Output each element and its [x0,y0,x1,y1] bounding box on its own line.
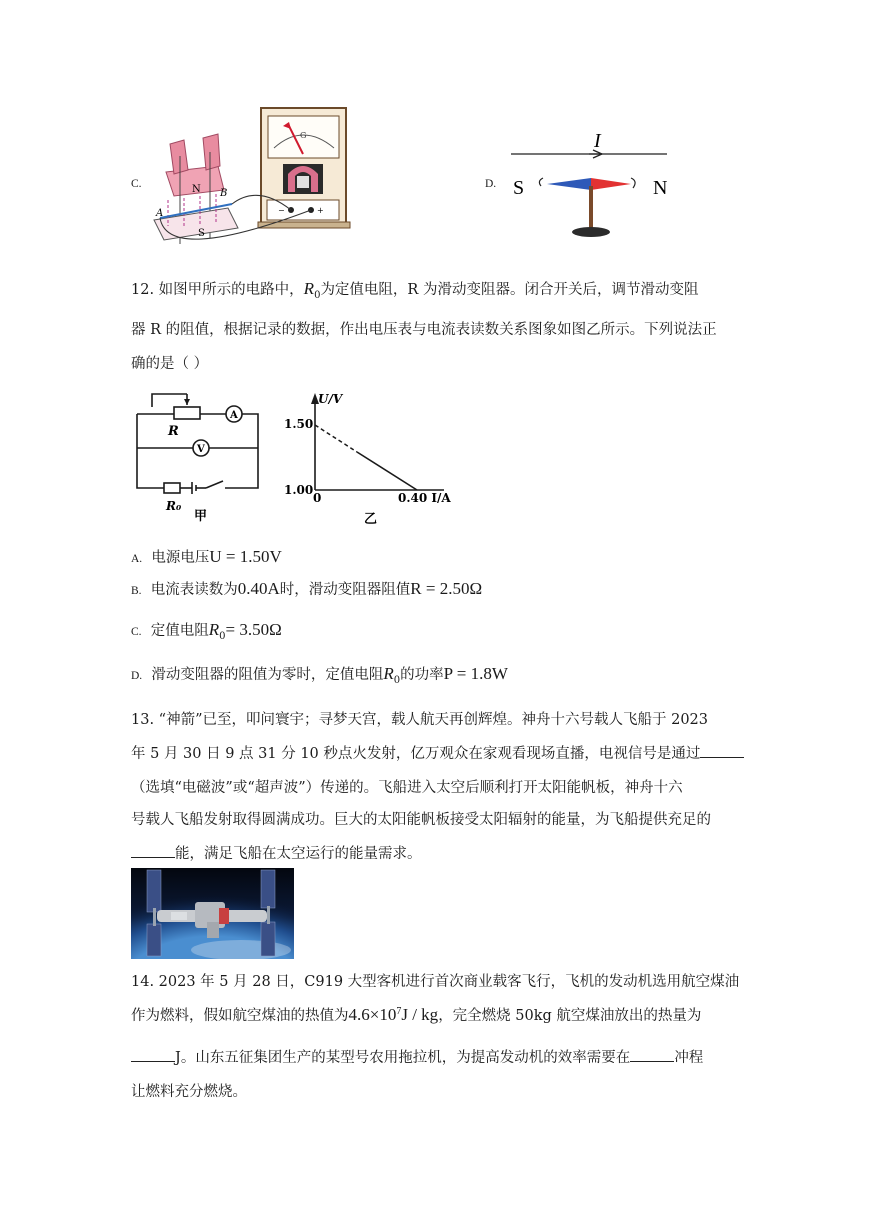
q12-option-a: A. 电源电压U = 1.50V [131,547,282,566]
option-d-label: D. [485,178,497,190]
q14-blank-2[interactable] [630,1047,674,1062]
graph-ylabel: U/V [318,392,343,406]
svg-text:−: − [278,206,285,215]
graph-xlabel: 0.40 I/A [398,491,451,505]
needle-s [547,178,591,190]
rotate-arrow-icon [539,178,543,186]
induction-figure [148,104,358,260]
svg-text:+: + [317,206,324,215]
q13-line4: 号载人飞船发射取得圆满成功。巨大的太阳能帆板接受太阳辐射的能量，为飞船提供充足的 [131,812,711,828]
rheostat [174,407,200,419]
q14-line4: 让燃料充分燃烧。 [131,1084,247,1100]
q13-blank-2[interactable] [131,843,175,858]
compass-s: S [513,177,525,199]
ammeter-label: A [230,410,238,421]
q13-line2: 年 5 月 30 日 9 点 31 分 10 秒点火发射，亿万观众在家观看现场直播，电视信号是通过 [131,742,744,763]
q14-line2: 作为燃料，假如航空煤油的热值为$4.6\times 10^7J$ / kg，完全燃烧 50kg 航空煤油放出的热量为 [131,1005,702,1024]
voltmeter-label: V [197,444,205,455]
circuit-r-label: R [168,424,179,439]
wire-end-a: A [156,208,164,219]
circuit-diagram [134,390,274,524]
q14-blank-1[interactable] [131,1047,175,1062]
circuit-r0-label: R₀ [166,499,182,513]
ui-line [357,452,417,490]
q12-option-d: D. 滑动变阻器的阻值为零时，定值电阻$R_0$的功率P = 1.8W [131,664,508,686]
q14-line3: J。山东五征集团生产的某型号农用拖拉机，为提高发动机的效率需要在 冲程 [131,1046,703,1067]
current-label: I [594,130,601,152]
graph-caption: 乙 [364,512,378,527]
q12-line1: 12. 如图甲所示的电路中，$R_0$为定值电阻，R 为滑动变阻器。闭合开关后，调节滑动变阻 [131,279,699,301]
circuit-caption: 甲 [194,509,208,524]
graph-origin: 0 [313,491,322,505]
q12-line3: 确的是（ ） [131,356,209,372]
q12-r0-symbol: R [303,279,315,298]
q12-option-c: C. 定值电阻$R_0= 3.50\Omega$ [131,620,282,642]
galvanometer-glyph: G [300,131,307,140]
ui-graph [282,390,452,530]
graph-y1: 1.50 [284,417,314,431]
option-c-label: C. [131,178,142,190]
magnet-s: S [198,228,205,239]
compass-n: N [653,177,668,199]
q12-option-b: B. 电流表读数为0.40A时，滑动变阻器阻值R = 2.50Ω [131,579,483,598]
q13-blank-1[interactable] [700,743,744,758]
graph-y0: 1.00 [284,483,314,497]
q14-line1: 14. 2023 年 5 月 28 日，C919 大型客机进行首次商业载客飞行，飞机的发动机选用航空煤油 [131,974,740,990]
q13-line3: （选填“电磁波”或“超声波”）传递的。飞船进入太空后顺利打开太阳能帆板，神舟十六 [131,780,683,796]
wire-end-b: B [220,188,228,199]
q12-line2: 器 R 的阻值，根据记录的数据，作出电压表与电流表读数关系图象如图乙所示。下列说法正 [131,322,717,338]
resistor-r0 [164,483,180,493]
compass-figure [505,124,675,242]
q13-line1: 13. “神箭”已至，叩问寰宇；寻梦天宫，载人航天再创辉煌。神舟十六号载人飞船于 2023 [131,712,709,728]
space-station-photo [131,868,294,959]
needle-n [591,178,631,190]
magnet-n: N [192,184,201,195]
dashed-extension [315,425,357,452]
q13-line5: 能，满足飞船在太空运行的能量需求。 [131,842,422,863]
